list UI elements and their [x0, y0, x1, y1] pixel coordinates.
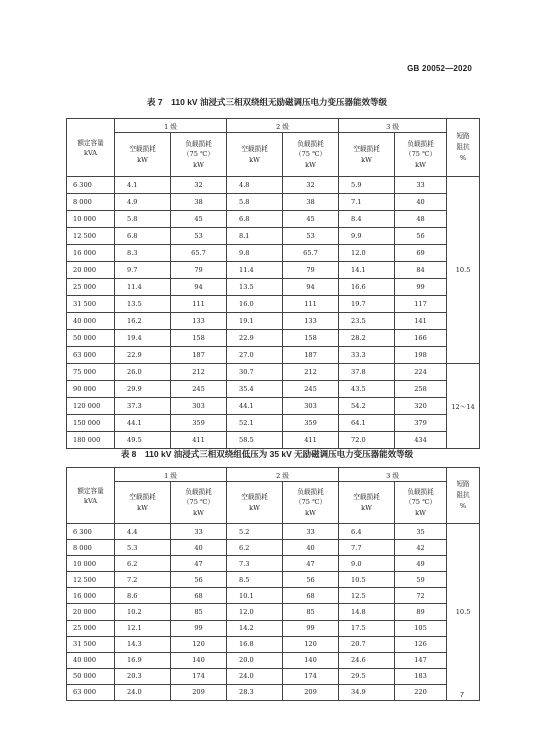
- value-cell: 11.4: [227, 262, 283, 279]
- capacity-cell: 6 300: [67, 177, 115, 194]
- header-no-load-loss: 空载损耗 kW: [227, 133, 283, 177]
- value-cell: 5.9: [339, 177, 395, 194]
- value-cell: 117: [395, 296, 447, 313]
- value-cell: 8.1: [227, 228, 283, 245]
- value-cell: 16.9: [115, 652, 171, 668]
- value-cell: 183: [395, 668, 447, 684]
- value-cell: 4.9: [115, 194, 171, 211]
- value-cell: 220: [395, 684, 447, 700]
- value-cell: 47: [283, 556, 339, 572]
- impedance-cell: 10.5: [447, 524, 480, 701]
- value-cell: 13.5: [227, 279, 283, 296]
- value-cell: 4.8: [227, 177, 283, 194]
- value-cell: 359: [283, 415, 339, 432]
- header-rated-capacity: 额定容量 kVA: [67, 468, 115, 524]
- value-cell: 12.5: [339, 588, 395, 604]
- capacity-cell: 10 000: [67, 211, 115, 228]
- capacity-cell: 20 000: [67, 604, 115, 620]
- page-number: 7: [459, 690, 464, 699]
- value-cell: 29.5: [339, 668, 395, 684]
- capacity-cell: 63 000: [67, 684, 115, 700]
- value-cell: 198: [395, 347, 447, 364]
- capacity-cell: 12 500: [67, 572, 115, 588]
- value-cell: 111: [283, 296, 339, 313]
- table-row: [67, 572, 480, 588]
- table-row: [67, 432, 480, 449]
- value-cell: 11.4: [115, 279, 171, 296]
- table-row: [67, 588, 480, 604]
- header-load-loss: 负载损耗 （75 ℃） kW: [171, 133, 227, 177]
- value-cell: 16.8: [227, 636, 283, 652]
- value-cell: 14.3: [115, 636, 171, 652]
- value-cell: 224: [395, 364, 447, 381]
- value-cell: 10.2: [115, 604, 171, 620]
- standard-number: GB 20052—2020: [407, 64, 472, 73]
- header-load-loss: 负载损耗 （75 ℃） kW: [395, 482, 447, 524]
- capacity-cell: 10 000: [67, 556, 115, 572]
- value-cell: 7.7: [339, 540, 395, 556]
- value-cell: 209: [171, 684, 227, 700]
- value-cell: 20.0: [227, 652, 283, 668]
- capacity-cell: 120 000: [67, 398, 115, 415]
- value-cell: 16.6: [339, 279, 395, 296]
- value-cell: 4.1: [115, 177, 171, 194]
- value-cell: 32: [171, 177, 227, 194]
- value-cell: 7.2: [115, 572, 171, 588]
- capacity-cell: 31 500: [67, 636, 115, 652]
- table-row: [67, 177, 480, 194]
- value-cell: 14.8: [339, 604, 395, 620]
- header-grade-1: 1 级: [115, 468, 227, 482]
- value-cell: 9.8: [227, 245, 283, 262]
- table-row: [67, 228, 480, 245]
- value-cell: 64.1: [339, 415, 395, 432]
- capacity-cell: 40 000: [67, 652, 115, 668]
- value-cell: 24.0: [115, 684, 171, 700]
- table-7-title: 表 7 110 kV 油浸式三相双绕组无励磁调压电力变压器能效等级: [147, 97, 387, 107]
- value-cell: 56: [171, 572, 227, 588]
- value-cell: 72.0: [339, 432, 395, 449]
- value-cell: 187: [171, 347, 227, 364]
- capacity-cell: 8 000: [67, 194, 115, 211]
- value-cell: 85: [171, 604, 227, 620]
- value-cell: 65.7: [171, 245, 227, 262]
- value-cell: 94: [171, 279, 227, 296]
- capacity-cell: 8 000: [67, 540, 115, 556]
- value-cell: 24.0: [227, 668, 283, 684]
- value-cell: 105: [395, 620, 447, 636]
- value-cell: 140: [171, 652, 227, 668]
- value-cell: 24.6: [339, 652, 395, 668]
- value-cell: 99: [283, 620, 339, 636]
- capacity-cell: 25 000: [67, 620, 115, 636]
- capacity-cell: 20 000: [67, 262, 115, 279]
- table-row: [67, 668, 480, 684]
- header-no-load-loss: 空载损耗 kW: [339, 482, 395, 524]
- value-cell: 33: [395, 177, 447, 194]
- table-row: [67, 330, 480, 347]
- value-cell: 359: [171, 415, 227, 432]
- header-grade-3: 3 级: [339, 468, 447, 482]
- value-cell: 48: [395, 211, 447, 228]
- value-cell: 65.7: [283, 245, 339, 262]
- value-cell: 17.5: [339, 620, 395, 636]
- value-cell: 7.1: [339, 194, 395, 211]
- value-cell: 28.3: [227, 684, 283, 700]
- value-cell: 7.3: [227, 556, 283, 572]
- value-cell: 49: [395, 556, 447, 572]
- value-cell: 44.1: [115, 415, 171, 432]
- value-cell: 37.8: [339, 364, 395, 381]
- value-cell: 12.0: [227, 604, 283, 620]
- value-cell: 47: [171, 556, 227, 572]
- header-grade-3: 3 级: [339, 119, 447, 133]
- value-cell: 6.8: [227, 211, 283, 228]
- value-cell: 245: [283, 381, 339, 398]
- capacity-cell: 180 000: [67, 432, 115, 449]
- value-cell: 158: [283, 330, 339, 347]
- capacity-cell: 75 000: [67, 364, 115, 381]
- value-cell: 126: [395, 636, 447, 652]
- value-cell: 174: [283, 668, 339, 684]
- table-row: [67, 636, 480, 652]
- capacity-cell: 25 000: [67, 279, 115, 296]
- value-cell: 5.8: [227, 194, 283, 211]
- header-grade-1: 1 级: [115, 119, 227, 133]
- table-row: [67, 262, 480, 279]
- value-cell: 32: [283, 177, 339, 194]
- value-cell: 34.9: [339, 684, 395, 700]
- value-cell: 68: [283, 588, 339, 604]
- value-cell: 79: [171, 262, 227, 279]
- value-cell: 379: [395, 415, 447, 432]
- value-cell: 147: [395, 652, 447, 668]
- value-cell: 85: [283, 604, 339, 620]
- value-cell: 16.2: [115, 313, 171, 330]
- header-impedance: 短路 阻抗 %: [447, 468, 480, 524]
- value-cell: 27.0: [227, 347, 283, 364]
- header-no-load-loss: 空载损耗 kW: [339, 133, 395, 177]
- value-cell: 8.6: [115, 588, 171, 604]
- value-cell: 33: [283, 524, 339, 540]
- value-cell: 38: [171, 194, 227, 211]
- value-cell: 22.9: [115, 347, 171, 364]
- value-cell: 35: [395, 524, 447, 540]
- value-cell: 45: [283, 211, 339, 228]
- value-cell: 56: [283, 572, 339, 588]
- table-row: [67, 194, 480, 211]
- capacity-cell: 16 000: [67, 245, 115, 262]
- value-cell: 20.3: [115, 668, 171, 684]
- table-row: [67, 652, 480, 668]
- table-row: [67, 364, 480, 381]
- value-cell: 45: [171, 211, 227, 228]
- table-row: [67, 313, 480, 330]
- header-impedance: 短路 阻抗 %: [447, 119, 480, 177]
- table-row: [67, 684, 480, 700]
- value-cell: 5.3: [115, 540, 171, 556]
- value-cell: 89: [395, 604, 447, 620]
- capacity-cell: 90 000: [67, 381, 115, 398]
- value-cell: 30.7: [227, 364, 283, 381]
- value-cell: 6.2: [227, 540, 283, 556]
- header-load-loss: 负载损耗 （75 ℃） kW: [395, 133, 447, 177]
- value-cell: 166: [395, 330, 447, 347]
- value-cell: 9.0: [339, 556, 395, 572]
- table-row: [67, 604, 480, 620]
- value-cell: 33: [171, 524, 227, 540]
- header-no-load-loss: 空载损耗 kW: [227, 482, 283, 524]
- value-cell: 14.1: [339, 262, 395, 279]
- value-cell: 84: [395, 262, 447, 279]
- value-cell: 14.2: [227, 620, 283, 636]
- table-row: [67, 279, 480, 296]
- value-cell: 140: [283, 652, 339, 668]
- value-cell: 120: [283, 636, 339, 652]
- value-cell: 40: [171, 540, 227, 556]
- value-cell: 120: [171, 636, 227, 652]
- table-row: [67, 245, 480, 262]
- value-cell: 303: [283, 398, 339, 415]
- value-cell: 12.1: [115, 620, 171, 636]
- value-cell: 52.1: [227, 415, 283, 432]
- capacity-cell: 6 300: [67, 524, 115, 540]
- value-cell: 187: [283, 347, 339, 364]
- value-cell: 29.9: [115, 381, 171, 398]
- value-cell: 40: [395, 194, 447, 211]
- value-cell: 8.5: [227, 572, 283, 588]
- value-cell: 99: [395, 279, 447, 296]
- value-cell: 79: [283, 262, 339, 279]
- value-cell: 54.2: [339, 398, 395, 415]
- table-7: [66, 118, 480, 449]
- table-row: [67, 415, 480, 432]
- impedance-cell: 10.5: [447, 177, 480, 364]
- value-cell: 19.4: [115, 330, 171, 347]
- value-cell: 8.4: [339, 211, 395, 228]
- value-cell: 111: [171, 296, 227, 313]
- table-row: [67, 524, 480, 540]
- capacity-cell: 12 500: [67, 228, 115, 245]
- value-cell: 37.3: [115, 398, 171, 415]
- value-cell: 411: [283, 432, 339, 449]
- table-row: [67, 296, 480, 313]
- header-no-load-loss: 空载损耗 kW: [115, 133, 171, 177]
- value-cell: 320: [395, 398, 447, 415]
- value-cell: 68: [171, 588, 227, 604]
- table-row: [67, 398, 480, 415]
- value-cell: 53: [283, 228, 339, 245]
- table-row: [67, 620, 480, 636]
- value-cell: 44.1: [227, 398, 283, 415]
- table-row: [67, 211, 480, 228]
- value-cell: 35.4: [227, 381, 283, 398]
- value-cell: 72: [395, 588, 447, 604]
- value-cell: 69: [395, 245, 447, 262]
- value-cell: 16.0: [227, 296, 283, 313]
- header-grade-2: 2 级: [227, 119, 339, 133]
- value-cell: 5.2: [227, 524, 283, 540]
- value-cell: 9.7: [115, 262, 171, 279]
- value-cell: 19.7: [339, 296, 395, 313]
- value-cell: 212: [283, 364, 339, 381]
- value-cell: 303: [171, 398, 227, 415]
- value-cell: 411: [171, 432, 227, 449]
- header-load-loss: 负载损耗 （75 ℃） kW: [283, 133, 339, 177]
- value-cell: 133: [171, 313, 227, 330]
- value-cell: 19.1: [227, 313, 283, 330]
- value-cell: 174: [171, 668, 227, 684]
- table-row: [67, 556, 480, 572]
- value-cell: 5.8: [115, 211, 171, 228]
- value-cell: 26.0: [115, 364, 171, 381]
- value-cell: 6.8: [115, 228, 171, 245]
- header-grade-2: 2 级: [227, 468, 339, 482]
- table-row: [67, 347, 480, 364]
- table-row: [67, 540, 480, 556]
- value-cell: 245: [171, 381, 227, 398]
- capacity-cell: 16 000: [67, 588, 115, 604]
- value-cell: 33.3: [339, 347, 395, 364]
- value-cell: 10.5: [339, 572, 395, 588]
- capacity-cell: 63 000: [67, 347, 115, 364]
- capacity-cell: 31 500: [67, 296, 115, 313]
- value-cell: 141: [395, 313, 447, 330]
- value-cell: 10.1: [227, 588, 283, 604]
- capacity-cell: 50 000: [67, 330, 115, 347]
- value-cell: 8.3: [115, 245, 171, 262]
- value-cell: 212: [171, 364, 227, 381]
- value-cell: 23.5: [339, 313, 395, 330]
- value-cell: 38: [283, 194, 339, 211]
- value-cell: 434: [395, 432, 447, 449]
- value-cell: 13.5: [115, 296, 171, 313]
- capacity-cell: 50 000: [67, 668, 115, 684]
- value-cell: 42: [395, 540, 447, 556]
- header-load-loss: 负载损耗 （75 ℃） kW: [171, 482, 227, 524]
- value-cell: 22.9: [227, 330, 283, 347]
- value-cell: 94: [283, 279, 339, 296]
- capacity-cell: 150 000: [67, 415, 115, 432]
- impedance-cell: 12～14: [447, 364, 480, 449]
- value-cell: 59: [395, 572, 447, 588]
- value-cell: 58.5: [227, 432, 283, 449]
- table-row: [67, 381, 480, 398]
- table-8: [66, 467, 480, 701]
- value-cell: 53: [171, 228, 227, 245]
- header-load-loss: 负载损耗 （75 ℃） kW: [283, 482, 339, 524]
- value-cell: 40: [283, 540, 339, 556]
- value-cell: 4.4: [115, 524, 171, 540]
- value-cell: 12.0: [339, 245, 395, 262]
- value-cell: 6.2: [115, 556, 171, 572]
- table-8-title: 表 8 110 kV 油浸式三相双绕组低压为 35 kV 无励磁调压电力变压器能效等级: [120, 449, 414, 459]
- value-cell: 258: [395, 381, 447, 398]
- capacity-cell: 40 000: [67, 313, 115, 330]
- value-cell: 158: [171, 330, 227, 347]
- value-cell: 209: [283, 684, 339, 700]
- header-rated-capacity: 额定容量 kVA: [67, 119, 115, 177]
- value-cell: 99: [171, 620, 227, 636]
- value-cell: 28.2: [339, 330, 395, 347]
- value-cell: 6.4: [339, 524, 395, 540]
- value-cell: 56: [395, 228, 447, 245]
- value-cell: 9.9: [339, 228, 395, 245]
- value-cell: 133: [283, 313, 339, 330]
- header-no-load-loss: 空载损耗 kW: [115, 482, 171, 524]
- value-cell: 43.5: [339, 381, 395, 398]
- value-cell: 49.5: [115, 432, 171, 449]
- value-cell: 20.7: [339, 636, 395, 652]
